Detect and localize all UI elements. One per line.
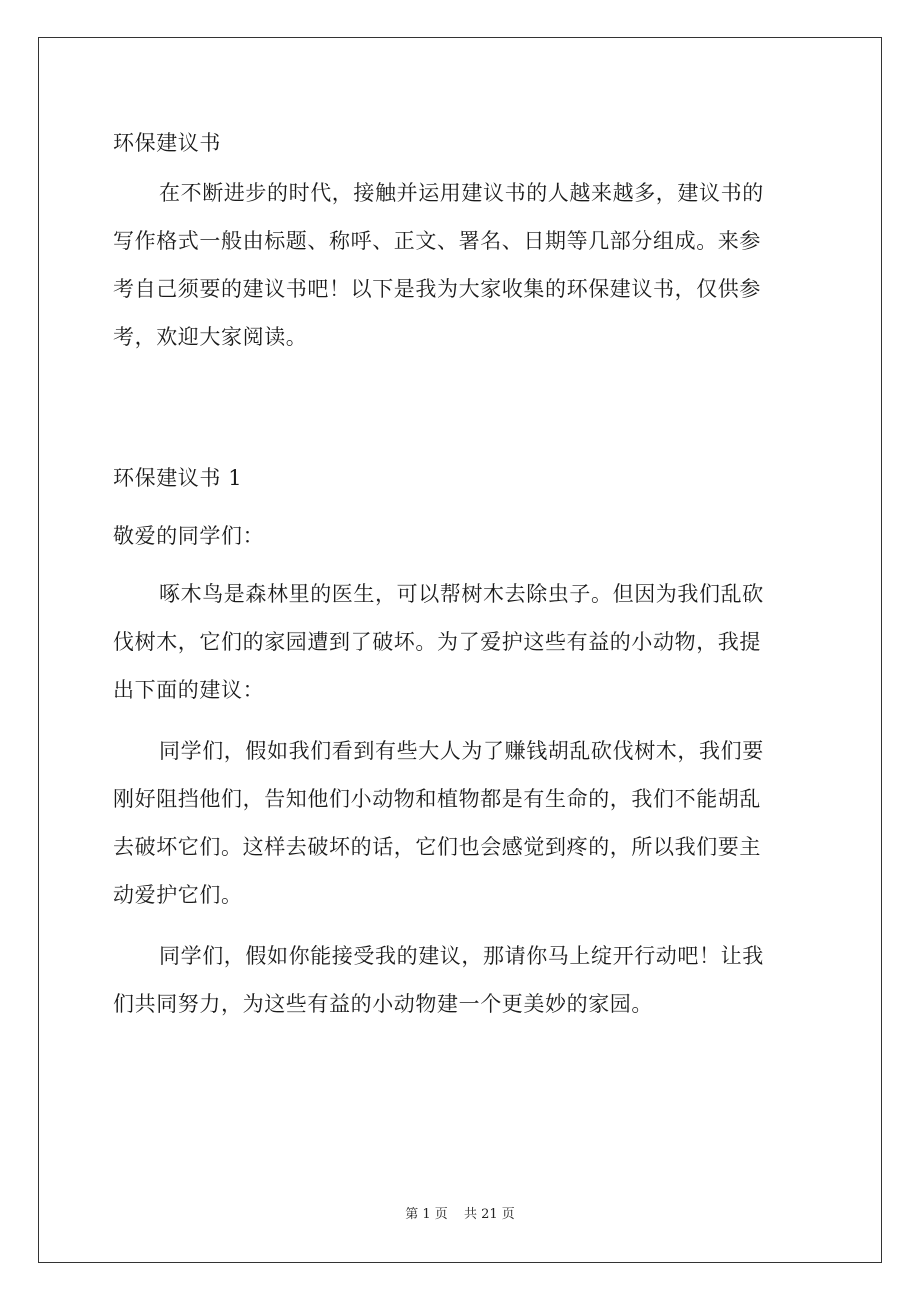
text-line: 去破坏它们。这样去破坏的话，它们也会感觉到疼的，所以我们要主 bbox=[113, 835, 761, 859]
text-line: 考，欢迎大家阅读。 bbox=[113, 325, 308, 349]
text-line: 伐树木，它们的家园遭到了破坏。为了爱护这些有益的小动物，我提 bbox=[113, 630, 761, 654]
paragraph-3 bbox=[113, 932, 813, 1028]
paragraph-1 bbox=[113, 570, 813, 714]
document-title: 环保建议书 bbox=[113, 131, 221, 155]
total-pages: 共 21 页 bbox=[463, 1207, 515, 1222]
page-footer bbox=[0, 1203, 920, 1222]
text-line: 考自己须要的建议书吧！以下是我为大家收集的环保建议书，仅供参 bbox=[113, 277, 761, 301]
text-line: 在不断进步的时代，接触并运用建议书的人越来越多，建议书的 bbox=[159, 181, 764, 205]
page-number: 第 1 页 bbox=[405, 1207, 448, 1222]
text-line: 同学们，假如我们看到有些大人为了赚钱胡乱砍伐树木，我们要 bbox=[159, 739, 764, 763]
salutation: 敬爱的同学们： bbox=[113, 524, 265, 548]
text-line: 们共同努力，为这些有益的小动物建一个更美妙的家园。 bbox=[113, 992, 653, 1016]
text-line: 同学们，假如你能接受我的建议，那请你马上绽开行动吧！让我 bbox=[159, 944, 764, 968]
intro-paragraph bbox=[113, 169, 813, 361]
text-line: 啄木鸟是森林里的医生，可以帮树木去除虫子。但因为我们乱砍 bbox=[159, 582, 764, 606]
section-spacer bbox=[113, 374, 813, 454]
text-line: 动爱护它们。 bbox=[113, 883, 243, 907]
text-line: 写作格式一般由标题、称呼、正文、署名、日期等几部分组成。来参 bbox=[113, 229, 761, 253]
text-line: 出下面的建议： bbox=[113, 678, 265, 702]
text-line: 刚好阻挡他们，告知他们小动物和植物都是有生命的，我们不能胡乱 bbox=[113, 787, 761, 811]
paragraph-2 bbox=[113, 727, 813, 919]
document-body bbox=[113, 119, 813, 1041]
section-title: 环保建议书 1 bbox=[113, 466, 243, 490]
